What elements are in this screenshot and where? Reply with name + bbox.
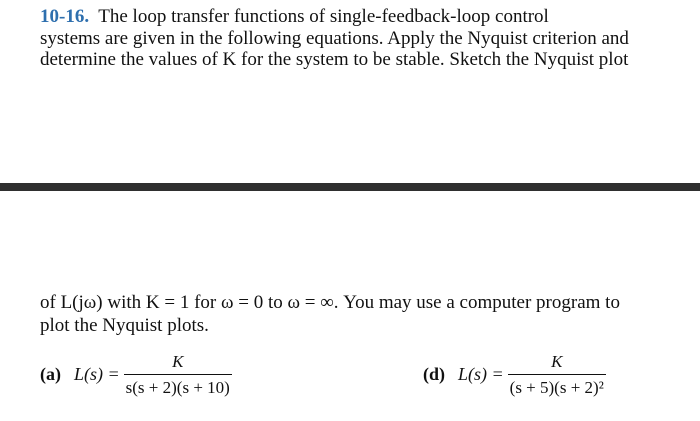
- intro-line-2: systems are given in the following equations. Apply the Nyquist criterion and: [40, 27, 629, 49]
- continuation-line-2: plot the Nyquist plots.: [40, 315, 209, 336]
- part-a-denominator: s(s + 2)(s + 10): [124, 374, 232, 397]
- intro-line-1: The loop transfer functions of single-feedback-loop control: [98, 6, 549, 27]
- intro-line-3: determine the values of K for the system to be stable. Sketch the Nyquist plot: [40, 49, 629, 70]
- part-a-numerator: K: [172, 352, 184, 371]
- part-d-fraction: [508, 352, 606, 397]
- part-a-fraction: [124, 352, 232, 397]
- part-d-numerator: K: [551, 352, 563, 371]
- continuation-line-1: of L(jω) with K = 1 for ω = 0 to ω = ∞. You may use a computer program to: [40, 292, 620, 313]
- problem-continuation: [40, 291, 690, 337]
- problem-statement: [40, 6, 690, 71]
- part-d-lhs: L(s) =: [458, 364, 504, 384]
- part-a-label: (a): [40, 364, 61, 384]
- part-d-denominator: (s + 5)(s + 2)²: [508, 374, 606, 397]
- part-a-equation: [40, 352, 232, 397]
- problem-number: 10-16.: [40, 6, 90, 27]
- page-divider: [0, 183, 700, 191]
- part-a-lhs: L(s) =: [74, 364, 120, 384]
- part-d-equation: [423, 352, 606, 397]
- part-d-label: (d): [423, 364, 445, 384]
- problem-statement-line-1: [40, 6, 690, 28]
